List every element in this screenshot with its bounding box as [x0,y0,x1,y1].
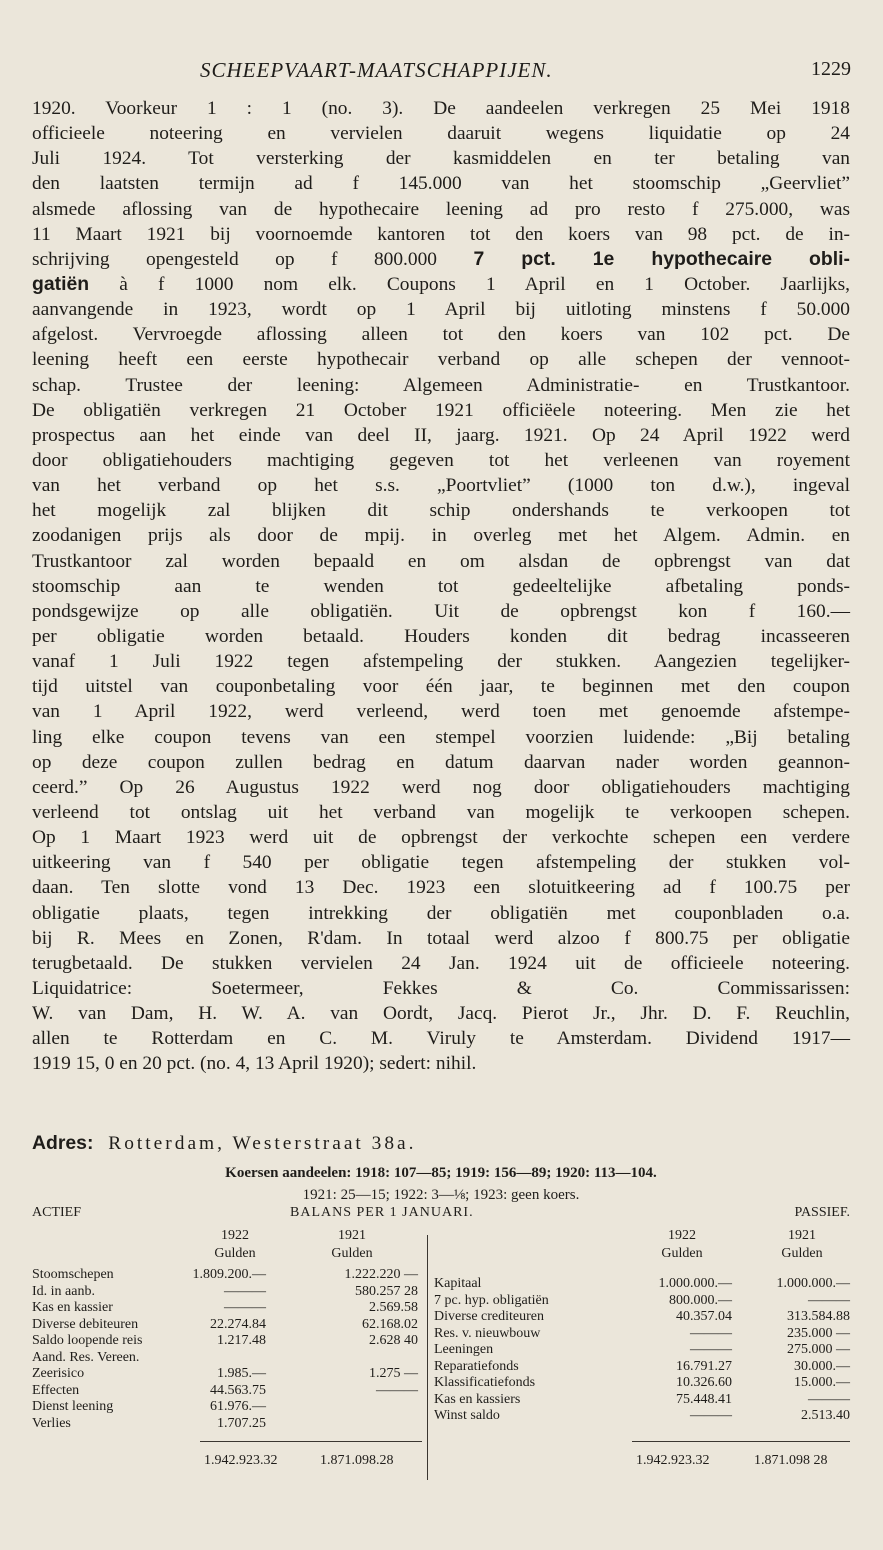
passief-row [434,1309,850,1325]
actief-row [32,1300,424,1316]
passief-label: Res. v. nieuwbouw [434,1325,541,1341]
share-prices [32,1162,850,1206]
actief-value-1922: ——— [224,1283,266,1299]
passief-total-rule [632,1441,850,1442]
passief-value-1921: 275.000 — [787,1342,850,1357]
text-line: Trustkantoor zal worden bepaald en om alsdan de opbrengst van dat [32,550,850,572]
passief-year-1921 [762,1227,842,1263]
actief-row [32,1267,424,1283]
page-header [0,58,883,88]
column-divider [427,1235,428,1480]
passief-value-1921: 235.000 — [787,1325,850,1341]
actief-value-1921: 62.168.02 [362,1316,418,1332]
passief-value-1922: ——— [690,1325,732,1341]
year-label: 1922 [221,1228,249,1243]
actief-label: Kas en kassier [32,1300,113,1315]
actief-total-rule [200,1441,422,1442]
actief-total-1921: 1.871.098.28 [320,1453,394,1468]
text-line: zoodanigen prijs als door de mpij. in overleg met het Algem. Admin. en [32,525,850,547]
actief-value-1922: 1.985.— [217,1366,266,1381]
text-line: 1919 15, 0 en 20 pct. (no. 4, 13 April 1920); sedert: nihil. [32,1053,477,1075]
passief-value-1921: ——— [808,1391,850,1407]
text-line: Op 1 Maart 1923 werd uit de opbrengst der verkochte schepen een verdere [32,827,850,849]
passief-value-1922: ——— [690,1342,732,1357]
year-label: 1922 [668,1228,696,1243]
passief-row [434,1326,850,1342]
balance-actief-title: ACTIEF [32,1205,81,1220]
text-line: stoomschip aan te wenden tot gedeeltelijke afbetaling ponds- [32,575,850,597]
actief-value-1921: 580.257 28 [355,1283,418,1299]
page-number: 1229 [811,58,851,80]
actief-label: Stoomschepen [32,1267,114,1282]
currency-label: Gulden [214,1246,256,1261]
text-line: per obligatie worden betaald. Houders konden dit bedrag incasseeren [32,625,850,647]
text-line: verleend tot ontslag uit het verband van mogelijk te verkoopen schepen. [32,801,850,823]
currency-label: Gulden [661,1246,703,1261]
address-label: Adres: [32,1132,94,1154]
text-line: leening heeft een eerste hypothecair verband op alle schepen der vennoot- [32,349,850,371]
text-line: bij R. Mees en Zonen, R'dam. In totaal werd alzoo f 800.75 per obligatie [32,927,850,949]
actief-label: Zeerisico [32,1366,85,1381]
passief-value-1921: 30.000.— [794,1358,850,1374]
balance-passief-title: PASSIEF. [794,1205,850,1220]
text-line: tijd uitstel van couponbetaling voor één jaar, te beginnen met den coupon [32,676,850,698]
balance-title: BALANS PER 1 JANUARI. [290,1205,474,1220]
address-value: Rotterdam, Westerstraat 38a. [108,1133,417,1154]
actief-label: Dienst leening [32,1399,114,1414]
passief-row [434,1359,850,1375]
body-text [32,96,850,1076]
text-line: gatiën à f 1000 nom elk. Coupons 1 April en 1 October. Jaarlijks, [32,272,850,295]
text-line: ceerd.” Op 26 Augustus 1922 werd nog door obligatiehouders machtiging [32,776,850,798]
passief-label: Reparatiefonds [434,1358,519,1374]
passief-label: Diverse crediteuren [434,1309,544,1324]
passief-label: 7 pc. hyp. obligatiën [434,1292,549,1308]
passief-label: Kas en kassiers [434,1391,521,1407]
passief-year-1922 [642,1227,722,1263]
actief-row [32,1284,424,1300]
text-line: 11 Maart 1921 bij voornoemde kantoren tot den koers van 98 pct. de in- [32,223,850,245]
passief-value-1921: ——— [808,1292,850,1308]
actief-label: Verlies [32,1415,71,1431]
actief-row [32,1317,424,1333]
address-line [32,1131,850,1156]
passief-row [434,1342,850,1358]
bold-phrase: gatiën [32,272,90,295]
passief-value-1922: 40.357.04 [676,1309,732,1324]
passief-label: Winst saldo [434,1408,500,1423]
actief-value-1922: 1.707.25 [217,1415,266,1431]
actief-value-1922: 61.976.— [210,1399,266,1414]
actief-row [32,1399,424,1415]
text-line: vanaf 1 Juli 1922 tegen afstempeling der stukken. Aangezien tegelijker- [32,651,850,673]
share-prices-line-1: Koersen aandeelen: 1918: 107—85; 1919: 156—89; 1920: 113—104. [225,1165,657,1181]
passief-label: Klassificatiefonds [434,1375,536,1390]
actief-row [32,1350,424,1366]
passief-value-1922: 16.791.27 [676,1358,732,1374]
text-line: ling elke coupon tevens van een stempel voorzien luidende: „Bij betaling [32,726,850,748]
actief-value-1921: 1.275 — [369,1366,418,1381]
text-line: 1920. Voorkeur 1 : 1 (no. 3). De aandeelen verkregen 25 Mei 1918 [32,98,850,119]
actief-year-1922 [200,1227,270,1263]
year-label: 1921 [338,1228,366,1243]
year-label: 1921 [788,1228,816,1243]
bold-phrase: 7 pct. 1e hypothecaire obli- [473,247,850,270]
text-line: afgelost. Vervroegde aflossing alleen tot den koers van 102 pct. De [32,324,850,346]
actief-label: Diverse debiteuren [32,1316,139,1332]
actief-value-1921: 2.569.58 [369,1300,418,1315]
currency-label: Gulden [781,1246,823,1261]
share-prices-line-2: 1921: 25—15; 1922: 3—⅛; 1923: geen koers. [302,1187,580,1203]
passief-row [434,1293,850,1309]
actief-label: Effecten [32,1382,80,1398]
text-line: van het verband op het s.s. „Poortvliet” (1000 ton d.w.), ingeval [32,475,850,497]
actief-value-1921: 1.222.220 — [344,1267,418,1282]
actief-value-1922: ——— [224,1300,266,1315]
actief-label: Saldo loopende reis [32,1333,143,1348]
running-title: SCHEEPVAART-MAATSCHAPPIJEN. [200,58,553,82]
text-line: alsmede aflossing van de hypothecaire leening ad pro resto f 275.000, was [32,198,850,220]
text-line: Juli 1924. Tot versterking der kasmiddelen en ter betaling van [32,148,850,170]
actief-value-1921: ——— [376,1382,418,1398]
text-line: prospectus aan het einde van deel II, jaarg. 1921. Op 24 April 1922 werd [32,424,850,446]
passief-value-1921: 2.513.40 [801,1408,850,1423]
text-line: het mogelijk zal blijken dit schip ondershands te verkoopen tot [32,500,850,522]
text-line: pondsgewijze op alle obligatiën. Uit de opbrengst kon f 160.— [32,600,850,622]
actief-value-1921: 2.628 40 [369,1333,418,1348]
passief-value-1921: 313.584.88 [787,1309,850,1324]
text-line: door obligatiehouders machtiging gegeven tot het verleenen van royement [32,449,850,471]
actief-year-1921 [312,1227,392,1263]
actief-value-1922: 44.563.75 [210,1382,266,1398]
actief-row [32,1366,424,1382]
passief-label: Kapitaal [434,1276,482,1291]
balance-sheet [32,1205,850,1495]
text-line: van 1 April 1922, werd verleend, werd toen met genoemde afstempe- [32,701,850,723]
text-line: daan. Ten slotte vond 13 Dec. 1923 een slotuitkeering ad f 100.75 per [32,877,850,899]
text-line: W. van Dam, H. W. A. van Oordt, Jacq. Pierot Jr., Jhr. D. F. Reuchlin, [32,1003,850,1025]
passief-row [434,1392,850,1408]
actief-label: Aand. Res. Vereen. [32,1349,140,1365]
text-line: allen te Rotterdam en C. M. Viruly te Amsterdam. Dividend 1917— [32,1028,850,1050]
actief-row [32,1383,424,1399]
actief-total-1922: 1.942.923.32 [204,1453,278,1468]
passief-value-1922: 75.448.41 [676,1391,732,1407]
passief-value-1922: 10.326.60 [676,1375,732,1390]
actief-value-1922: 1.809.200.— [192,1267,266,1282]
passief-row [434,1276,850,1292]
actief-value-1922: 22.274.84 [210,1316,266,1332]
text-line: officieele noteering en vervielen daaruit wegens liquidatie op 24 [32,123,850,145]
text-line: schrijving opengesteld op f 800.000 7 pct. 1e hypothecaire obli- [32,247,850,270]
passief-value-1921: 1.000.000.— [776,1276,850,1291]
text-line: schap. Trustee der leening: Algemeen Administratie- en Trustkantoor. [32,374,850,396]
text-line: den laatsten termijn ad f 145.000 van het stoomschip „Geervliet” [32,173,850,195]
passief-total-1922: 1.942.923.32 [636,1453,710,1468]
text-line: obligatie plaats, tegen intrekking der obligatiën met couponbladen o.a. [32,902,850,924]
passief-row [434,1408,850,1424]
text-line: uitkeering van f 540 per obligatie tegen afstempeling der stukken vol- [32,852,850,874]
passief-value-1922: 800.000.— [669,1292,732,1308]
actief-value-1922: 1.217.48 [217,1333,266,1348]
text-line: op deze coupon zullen bedrag en datum daarvan nader worden geannon- [32,751,850,773]
text-line: Liquidatrice: Soetermeer, Fekkes & Co. Commissarissen: [32,977,850,999]
passief-row [434,1375,850,1391]
passief-value-1921: 15.000.— [794,1375,850,1390]
passief-value-1922: ——— [690,1408,732,1423]
passief-value-1922: 1.000.000.— [658,1276,732,1291]
actief-row [32,1416,424,1432]
passief-total-1921: 1.871.098 28 [754,1453,828,1468]
text-line: terugbetaald. De stukken vervielen 24 Jan. 1924 uit de officieele noteering. [32,952,850,974]
actief-row [32,1333,424,1349]
currency-label: Gulden [331,1246,373,1261]
actief-label: Id. in aanb. [32,1283,95,1299]
passief-label: Leeningen [434,1342,494,1357]
text-line: De obligatiën verkregen 21 October 1921 officiëele noteering. Men zie het [32,399,850,421]
text-line: aanvangende in 1923, wordt op 1 April bij uitloting minstens f 50.000 [32,299,850,321]
